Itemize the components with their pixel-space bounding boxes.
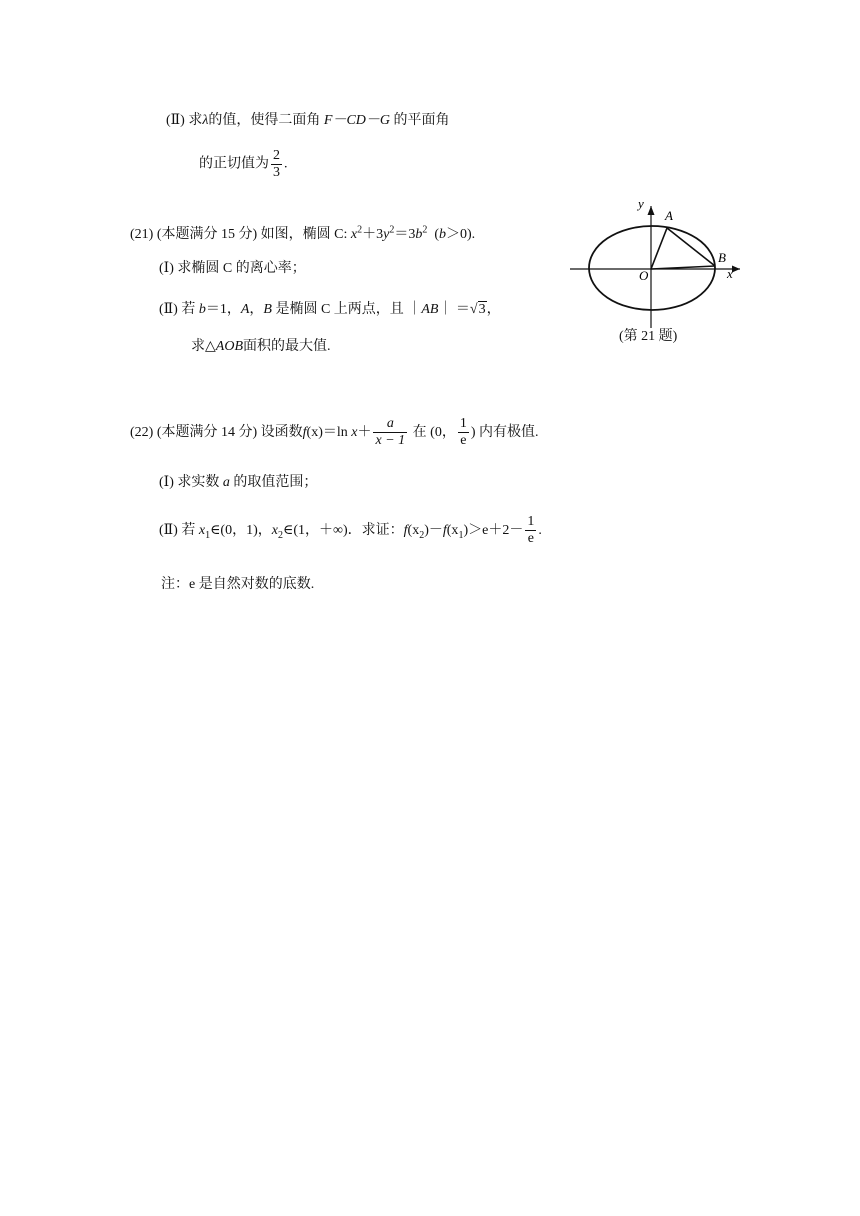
q22-ineq-x2-close: )－ — [424, 523, 443, 538]
q21-eq-b: b — [415, 227, 423, 242]
q20-text: 求 — [188, 113, 203, 128]
q22-heading-post: 内有极值. — [479, 425, 539, 440]
q20-text-post: 的平面角 — [393, 113, 450, 128]
q21-part2-label: (Ⅱ) — [159, 302, 178, 317]
q22-part2 — [159, 508, 542, 554]
q21-sup: 2 — [389, 224, 395, 236]
q22-ineq-x1-close: )＞e＋2－ — [463, 523, 524, 538]
q22-in2: ∈(1，＋∞)．求证： — [282, 523, 404, 538]
q22-part1-post: 的取值范围； — [233, 475, 318, 490]
q21-sup: 2 — [357, 224, 363, 236]
q22-frac-num: a — [373, 416, 407, 433]
q20-frac-num: 2 — [273, 148, 280, 163]
q21-cond-open: ( — [434, 227, 439, 242]
q22-sub1: 1 — [205, 529, 211, 541]
q22-ineq-sub1: 1 — [458, 529, 464, 541]
q21-part2-comma: ， — [249, 302, 264, 317]
q20-frac-den: 3 — [273, 165, 280, 180]
q22-ineq-x1-open: (x — [446, 523, 459, 538]
label-A: A — [665, 208, 673, 223]
q20-lambda: λ — [202, 113, 209, 128]
q22-ineq-sub2: 2 — [419, 529, 425, 541]
q22-part1-label: (Ⅰ) — [159, 475, 174, 490]
q22-x-paren: (x) — [306, 425, 323, 440]
q21-line2-var: AOB — [215, 339, 243, 354]
q22-x: x — [351, 425, 358, 440]
q21-heading — [130, 225, 475, 245]
q21-part2-A: A — [240, 302, 250, 317]
sqrt-symbol-icon: √3 — [469, 302, 486, 317]
label-B: B — [718, 250, 726, 265]
q21-part2-line2 — [191, 337, 331, 357]
x-axis-arrow-icon — [732, 266, 740, 273]
q20-part2-label: (Ⅱ) — [166, 113, 185, 128]
q21-part2-mid: 是椭圆 C 上两点，且 — [275, 302, 404, 317]
q21-part2-eq2: ＝ — [455, 302, 470, 317]
q22-ineq-f2: f — [442, 523, 447, 538]
segment-OA — [651, 228, 667, 269]
q22-x2: x — [271, 523, 278, 538]
q21-part1-text: 求椭圆 C 的离心率； — [177, 261, 306, 276]
q21-line2-post: 面积的最大值. — [243, 339, 331, 354]
q22-int-num: 1 — [459, 416, 467, 432]
q20-expression: F－CD－G — [323, 113, 391, 128]
q22-fraction — [373, 416, 407, 449]
q22-part2-label: (Ⅱ) — [159, 523, 178, 538]
y-axis-arrow-icon — [648, 206, 655, 215]
q21-line2-pre: 求△ — [191, 339, 216, 354]
q22-x1: x — [198, 523, 206, 538]
q22-part1-pre: 求实数 — [177, 475, 220, 490]
figure-caption: (第 21 题) — [619, 329, 678, 344]
q22-ineq-x2-open: (x — [407, 523, 420, 538]
q21-part1 — [159, 259, 306, 279]
q21-eq-equals: ＝3 — [394, 227, 416, 242]
q22-end-den: e — [527, 531, 534, 547]
q22-interval-open: (0， — [430, 425, 456, 440]
q21-cond-rest: ＞0). — [446, 227, 476, 242]
q22-frac-den: x − 1 — [375, 433, 406, 449]
q21-part1-label: (Ⅰ) — [159, 261, 174, 276]
q21-part2-pre: 若 — [181, 302, 196, 317]
q22-note: 注：e 是自然对数的底数. — [161, 577, 315, 592]
q20-text-mid: 的值，使得二面角 — [208, 113, 321, 128]
q21-equation — [350, 224, 428, 242]
q22-score: (本题满分 14 分) — [156, 425, 258, 440]
q21-cond-b: b — [439, 227, 446, 242]
q21-score: (本题满分 15 分) — [156, 227, 258, 242]
label-O: O — [639, 268, 649, 283]
q21-part2-end: ， — [486, 302, 501, 317]
q21-sup: 2 — [422, 224, 428, 236]
ellipse-figure — [568, 196, 748, 348]
q21-abs-AB: AB — [421, 302, 439, 317]
q21-abs-close: ｜ — [438, 302, 453, 317]
q22-ln: ＝ln — [322, 425, 348, 440]
q20-part2-line2 — [199, 148, 288, 181]
q20-fraction — [271, 148, 282, 181]
q22-heading — [130, 410, 539, 456]
q22-end: . — [538, 523, 542, 538]
q21-part2-B: B — [263, 302, 272, 317]
q22-int-den: e — [460, 433, 467, 449]
q22-end-fraction — [525, 514, 536, 547]
q21-eq-plus: ＋3 — [362, 227, 384, 242]
q21-abs-open: ｜ — [407, 302, 422, 317]
label-x: x — [727, 266, 733, 281]
q21-eq-x: x — [350, 227, 358, 242]
q22-part2-pre: 若 — [181, 523, 196, 538]
q21-eq-y: y — [383, 227, 390, 242]
q20-line2-end: . — [284, 156, 288, 172]
q22-part1 — [159, 473, 317, 493]
q21-part2-b: b — [198, 302, 206, 317]
q22-interval-close: ) — [470, 425, 476, 440]
label-y: y — [638, 196, 644, 211]
q20-line2-text: 的正切值为 — [199, 156, 269, 172]
q22-intro: 设函数 — [260, 425, 303, 440]
q22-number: (22) — [130, 425, 154, 440]
q21-part2-eq: ＝1， — [205, 302, 241, 317]
q22-f: f — [302, 425, 307, 440]
q21-intro: 如图，椭圆 C: — [260, 227, 348, 242]
q22-sub2: 2 — [277, 529, 283, 541]
q22-interval-fraction — [458, 416, 469, 449]
q21-number: (21) — [130, 227, 154, 242]
q20-part2-line1 — [166, 111, 450, 131]
q22-end-num: 1 — [527, 514, 535, 530]
q22-in1: ∈(0，1)， — [210, 523, 272, 538]
q21-part2-line1 — [159, 300, 501, 320]
q22-plus: ＋ — [357, 425, 372, 440]
q22-ineq-f1: f — [403, 523, 408, 538]
q21-sqrt-val: 3 — [478, 302, 486, 317]
q22-in: 在 — [412, 425, 427, 440]
q22-part1-a: a — [222, 475, 230, 490]
